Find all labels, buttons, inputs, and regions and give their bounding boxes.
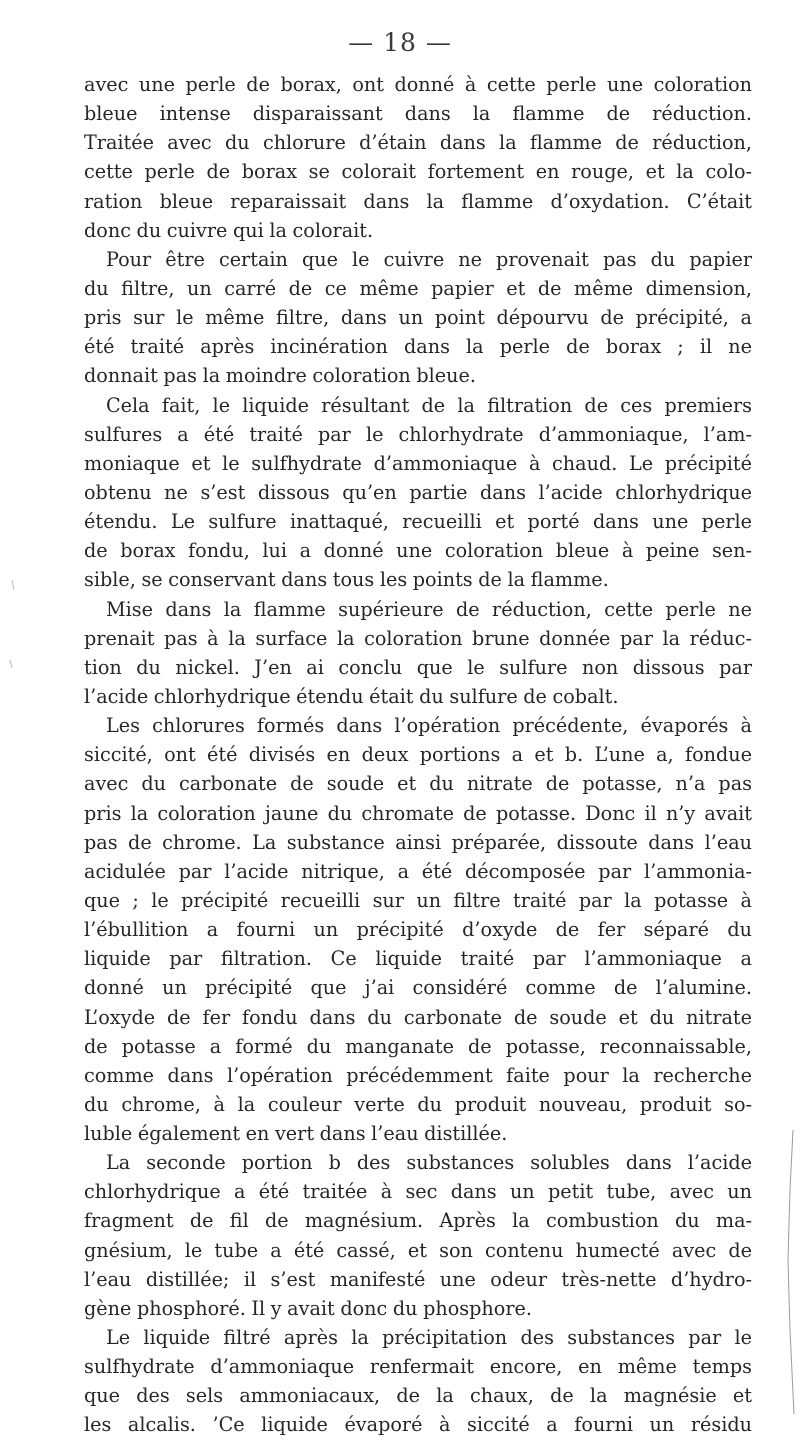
text-line: les alcalis. ’Ce liquide évaporé à siccité a fourni un résidu [84,1413,752,1437]
text-line: siccité, ont été divisés en deux portions a et b. L’une a, fondue [84,743,752,767]
text-line: La seconde portion b des substances solubles dans l’acide [106,1151,752,1175]
text-line: Traitée avec du chlorure d’étain dans la flamme de réduction, [84,131,752,155]
text-line: cette perle de borax se colorait fortement en rouge, et la colo- [84,160,752,184]
text-line: été traité après incinération dans la perle de borax ; il ne [84,335,752,359]
text-line: Les chlorures formés dans l’opération précédente, évaporés à [106,714,752,738]
text-line: de borax fondu, lui a donné une coloration bleue à peine sen- [84,539,752,563]
text-line: l’ébullition a fourni un précipité d’oxyde de fer séparé du [84,918,752,942]
text-line: liquide par filtration. Ce liquide traité par l’ammoniaque a [84,947,752,971]
text-line: Le liquide filtré après la précipitation des substances par le [106,1326,752,1350]
text-line: sulfhydrate d’ammoniaque renfermait encore, en même temps [84,1355,752,1379]
text-line: l’acide chlorhydrique étendu était du sulfure de cobalt. [84,684,619,708]
text-line: ration bleue reparaissait dans la flamme d’oxydation. C’était [84,189,752,213]
text-line: l’eau distillée; il s’est manifesté une odeur très-nette d’hydro- [84,1267,752,1291]
text-line: Pour être certain que le cuivre ne provenait pas du papier [106,247,752,271]
text-line: que des sels ammoniacaux, de la chaux, de la magnésie et [84,1384,752,1408]
text-line: avec une perle de borax, ont donné à cette perle une coloration [84,73,752,96]
text-line: comme dans l’opération précédemment faite pour la recherche [84,1063,752,1087]
text-line: luble également en vert dans l’eau distillée. [84,1122,508,1146]
text-line: gnésium, le tube a été cassé, et son contenu humecté avec de [84,1238,752,1262]
text-line: donné un précipité que j’ai considéré comme de l’alumine. [84,976,752,1000]
text-line: obtenu ne s’est dissous qu’en partie dans l’acide chlorhydrique [84,480,752,504]
text-line: chlorhydrique a été traitée à sec dans un petit tube, avec un [84,1180,752,1204]
text-line: avec du carbonate de soude et du nitrate de potasse, n’a pas [84,772,752,796]
text-line: sulfures a été traité par le chlorhydrate d’ammoniaque, l’am- [84,422,752,446]
text-line: gène phosphoré. Il y avait donc du phosphore. [84,1296,532,1320]
text-line: étendu. Le sulfure inattaqué, recueilli et porté dans une perle [84,510,752,534]
text-line: fragment de fil de magnésium. Après la combustion du ma- [84,1209,752,1233]
text-line: pris la coloration jaune du chromate de potasse. Donc il n’y avait [84,801,752,825]
text-line: bleue intense disparaissant dans la flamme de réduction. [84,102,752,126]
text-line: tion du nickel. J’en ai conclu que le sulfure non dissous par [84,655,752,679]
text-line: pas de chrome. La substance ainsi préparée, dissoute dans l’eau [84,830,752,854]
text-line: L’oxyde de fer fondu dans du carbonate de soude et du nitrate [84,1005,752,1029]
text-line: de potasse a formé du manganate de potasse, reconnaissable, [84,1034,752,1058]
text-line: du chrome, à la couleur verte du produit nouveau, produit so- [84,1092,752,1116]
text-line: moniaque et le sulfhydrate d’ammoniaque à chaud. Le précipité [84,451,752,475]
text-line: pris sur le même filtre, dans un point dépourvu de précipité, a [84,306,752,330]
text-line: donnait pas la moindre coloration bleue. [84,364,476,388]
page-number: — 18 — [348,28,452,57]
text-line: Cela fait, le liquide résultant de la filtration de ces premiers [106,393,752,417]
text-line: acidulée par l’acide nitrique, a été décomposée par l’ammonia- [84,859,752,883]
text-line: donc du cuivre qui la colorait. [84,218,374,242]
body-text [84,70,752,1440]
text-line: que ; le précipité recueilli sur un filtre traité par la potasse à [84,888,752,912]
text-line: du filtre, un carré de ce même papier et de même dimension, [84,276,752,300]
text-line: prenait pas à la surface la coloration brune donnée par la réduc- [84,626,752,650]
text-line: sible, se conservant dans tous les points de la flamme. [84,568,609,592]
text-line: Mise dans la flamme supérieure de réduction, cette perle ne [106,597,752,621]
